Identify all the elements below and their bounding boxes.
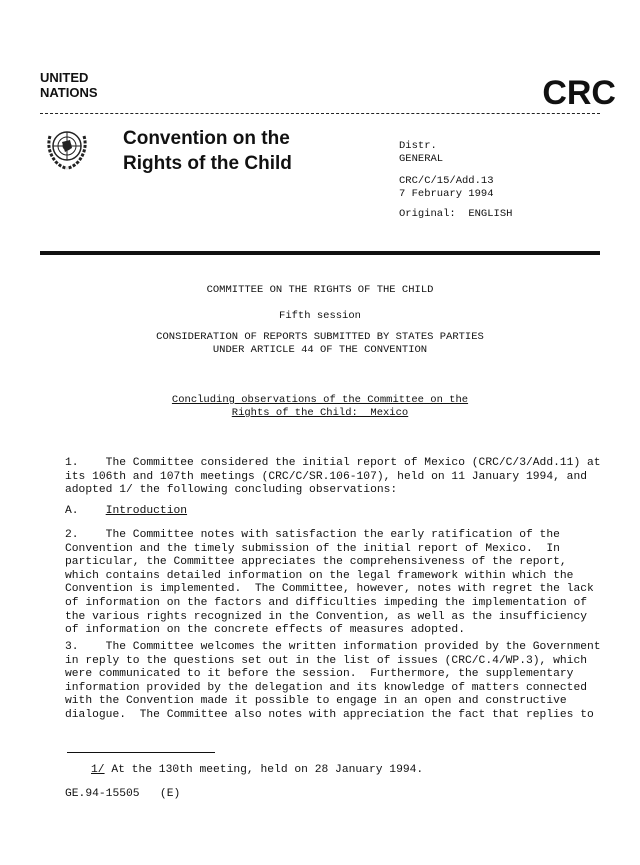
distr-value: GENERAL [399, 152, 444, 165]
thick-rule [40, 251, 600, 255]
footnote [91, 764, 423, 778]
text-line: in reply to the questions set out in the list of issues (CRC/C.4/WP.3), which [65, 654, 588, 667]
original-value: ENGLISH [468, 208, 513, 220]
committee-heading: COMMITTEE ON THE RIGHTS OF THE CHILD [206, 284, 434, 296]
original-label: Original: [399, 208, 456, 220]
header-rule [40, 113, 600, 114]
concluding-line-1: Concluding observations of the Committee on the [171, 394, 469, 406]
footnote-text: At the 130th meeting, held on 28 January 1994. [104, 764, 424, 776]
paragraph-2 [65, 529, 594, 638]
text-line: 1. The Committee considered the initial report of Mexico (CRC/C/3/Add.11) at [65, 457, 601, 469]
section-a-heading [65, 505, 187, 519]
consideration-line-1: CONSIDERATION OF REPORTS SUBMITTED BY STATES PARTIES [156, 331, 484, 343]
doc-date: 7 February 1994 [399, 187, 494, 200]
text-line: were communicated to it before the session. Furthermore, the supplementary [65, 668, 574, 681]
text-line: adopted 1/ the following concluding observations: [65, 484, 398, 497]
document-symbol-crc: CRC [542, 74, 616, 112]
text-line: of information on the factors and difficulties impeding the implementation of [65, 596, 588, 609]
text-line: 2. The Committee notes with satisfaction the early ratification of the [65, 529, 560, 541]
text-line: of information on the concrete effects of measures adopted. [65, 624, 465, 637]
text-line: with the Convention made it possible to engage in an open and constructive [65, 695, 567, 708]
footnote-marker: 1/ [91, 764, 105, 776]
text-line: dialogue. The Committee also notes with appreciation the fact that replies to [65, 708, 594, 721]
concluding-heading [0, 394, 640, 420]
distr-label: Distr. [399, 140, 437, 152]
original-language [399, 208, 512, 221]
title-line-1: Convention on the [123, 128, 290, 149]
text-line: information provided by the delegation and its knowledge of matters connected [65, 681, 588, 694]
distribution-block [399, 140, 512, 221]
consideration-heading [0, 331, 640, 357]
footnote-rule [67, 752, 215, 753]
title-line-2: Rights of the Child [123, 153, 292, 174]
text-line: which contains detailed information on the legal framework within which the [65, 569, 574, 582]
text-line: the various rights recognized in the Convention, as well as the insufficiency [65, 610, 588, 623]
job-number: GE.94-15505 (E) [65, 788, 181, 800]
paragraph-1 [65, 457, 601, 498]
text-line: 3. The Committee welcomes the written information provided by the Government [65, 641, 601, 653]
text-line: Convention and the timely submission of the initial report of Mexico. In [65, 542, 560, 555]
session-heading: Fifth session [279, 310, 361, 322]
paragraph-3 [65, 641, 601, 723]
consideration-line-2: UNDER ARTICLE 44 OF THE CONVENTION [212, 344, 428, 356]
org-line-1: UNITED [40, 70, 89, 85]
doc-symbol: CRC/C/15/Add.13 [399, 175, 494, 187]
org-line-2: NATIONS [40, 85, 98, 100]
section-title: Introduction [105, 505, 188, 517]
concluding-line-2: Rights of the Child: Mexico [231, 407, 409, 419]
un-emblem-icon [44, 124, 90, 172]
text-line: particular, the Committee appreciates the comprehensiveness of the report, [65, 556, 567, 569]
section-number: A. [65, 505, 79, 517]
convention-title [123, 126, 292, 176]
text-line: Convention is implemented. The Committee, however, notes with regret the lack [65, 583, 594, 596]
text-line: its 106th and 107th meetings (CRC/C/SR.106-107), held on 11 January 1994, and [65, 470, 588, 483]
un-org-name [40, 70, 98, 100]
